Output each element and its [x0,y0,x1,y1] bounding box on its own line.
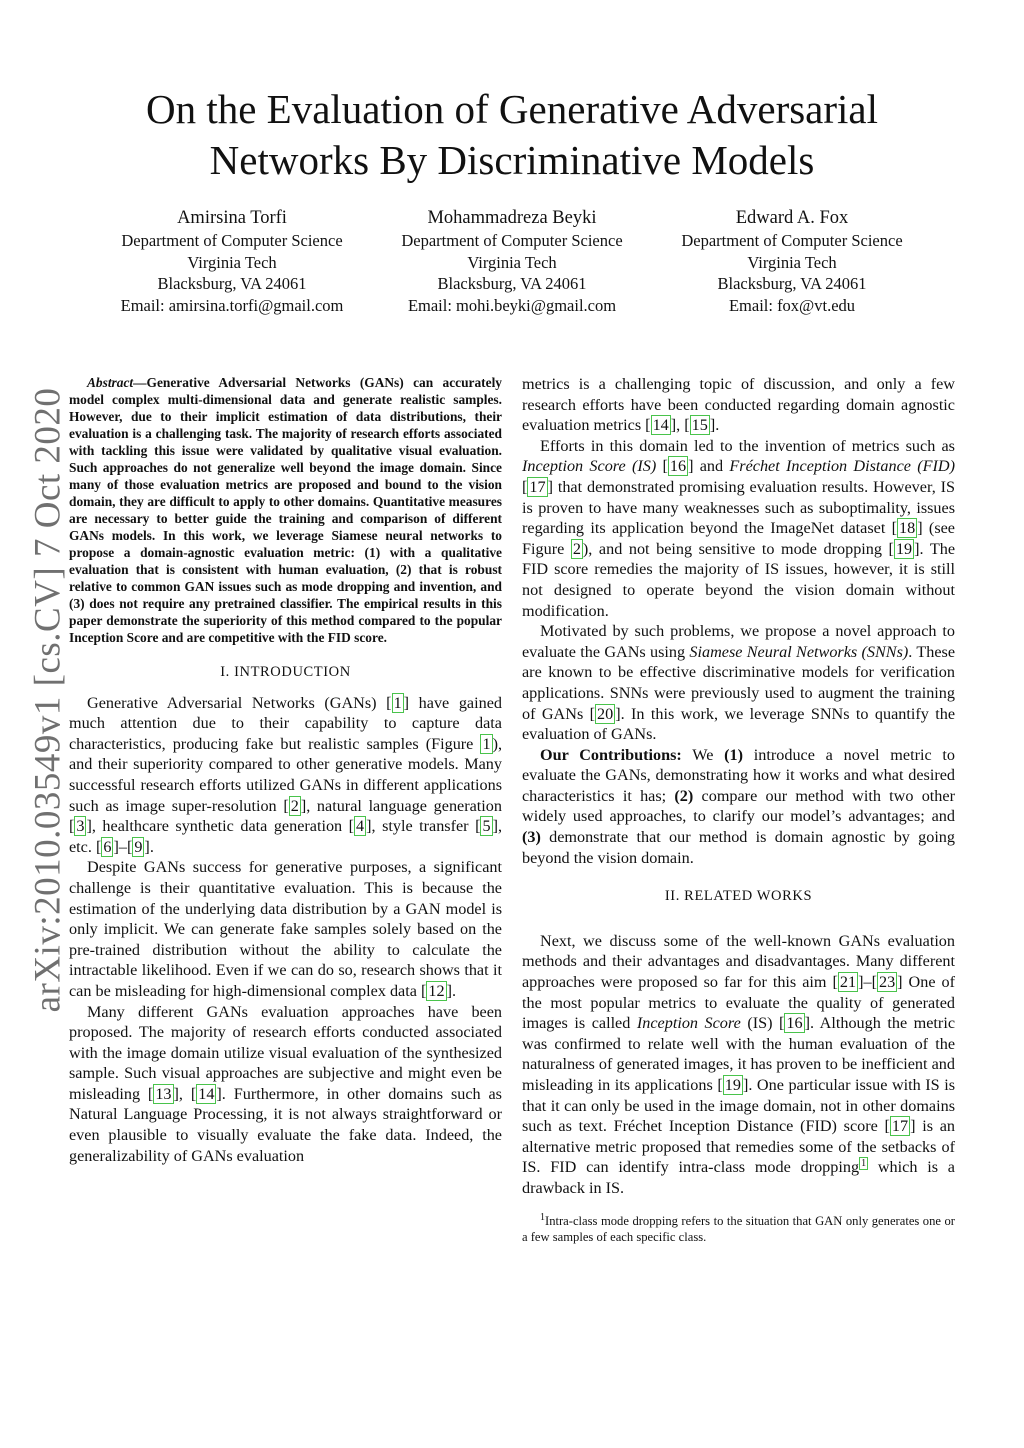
author-name: Edward A. Fox [735,208,849,228]
author-block [372,206,652,316]
footnote-text: Intra-class mode dropping refers to the situation that GAN only generates one or a few samples of each specific class. [522,1213,955,1244]
author-email: Email: mohi.beyki@gmail.com [407,295,617,315]
paragraph: Generative Adversarial Networks (GANs) [ 1 ] have gained much attention due to their capability to capture data characteristics, producing fake but realistic samples (Figure 1 ), and their superiority compared to other generative models. Many successful research efforts utilized GANs in different applications such as image super-resolution [ 2 ], natural language generation [ 3 ], healthcare synthetic data generation [ 4 ], style transfer [ 5 ], etc. [ 6 ]–[ 9 ]. [69,693,502,856]
citation-link[interactable]: 13 [155,1084,172,1103]
right-column [522,374,955,1245]
author-city: Blacksburg, VA 24061 [717,274,867,293]
abstract-label: Abstract [87,375,134,390]
footnote [522,1213,955,1245]
author-block [652,206,932,316]
author-dept: Department of Computer Science [681,231,903,250]
title-line-2: Networks By Discriminative Models [209,137,815,183]
author-name: Mohammadreza Beyki [427,208,597,228]
figure-link[interactable]: 2 [572,539,581,558]
citation-link[interactable]: 5 [482,817,491,836]
author-name: Amirsina Torfi [177,208,287,228]
citation-link[interactable]: 3 [76,817,85,836]
citation-link[interactable]: 6 [103,837,112,856]
citation-link[interactable]: 16 [669,457,687,476]
citation-link[interactable]: 17 [529,477,546,496]
citation-link[interactable]: 21 [839,973,857,992]
paragraph: Next, we discuss some of the well-known GANs evaluation methods and their advantages and disadvantages. Many different approaches were proposed so far for this aim [ 21 ]–[ 23 ] One of the most popular metrics to evaluate the quality of generated images is called Inception Score (IS) [ 16 ]. Although the metric was confirmed to relate well with the human evaluation of the naturalness of generated images, it has proven to be inefficient and misleading in its applications [ 19 ]. One particular issue with IS is that it can only be used in the image domain, not in other domains such as text. Fréchet Inception Distance (FID) score [ 17 ] is an alternative metric proposed that remedies some of the setbacks of IS. FID can identify intra-class mode dropping $^1$ which is a drawback in IS. [522,931,956,1197]
author-inst: Virginia Tech [747,252,837,272]
citation-link[interactable]: 12 [428,981,445,1000]
paper-title [0,84,1024,186]
citation-link[interactable]: 18 [899,519,916,538]
author-inst: Virginia Tech [187,252,277,272]
paragraph: metrics is a challenging topic of discussion, and only a few research efforts have been conducted regarding domain agnostic evaluation metrics [ 14 ], [ 15 ]. [522,375,955,435]
paragraph: Despite GANs success for generative purposes, a significant challenge is their quantitative evaluation. This is because the estimation of the underlying data distribution by a GAN model is only implicit. We can generate fake samples solely based on the pre-trained distribution without the ability to calculate the intractable likelihood. Even if we can do so, research shows that it can be misleading for high-dimensional complex data [ 12 ]. [69,858,502,1000]
abstract [69,374,502,646]
citation-link[interactable]: 19 [724,1076,741,1094]
citation-link[interactable]: 15 [691,416,708,435]
paragraph: Our Contributions: We (1) introduce a novel metric to evaluate the GANs, demonstrating how it works and what desired characteristics it has; (2) compare our method with two other widely used approaches, to clarify our model’s advantages; and (3) demonstrate that our method is domain agnostic by going beyond the vision domain. [522,745,955,867]
section-heading-related-works: II. RELATED WORKS [664,888,813,905]
author-dept: Department of Computer Science [121,231,343,250]
figure-link[interactable]: 1 [482,734,491,753]
author-email: Email: amirsina.torfi@gmail.com [120,295,344,315]
arxiv-watermark: arXiv:2010.03549v1 [cs.CV] 7 Oct 2020 [27,387,69,1013]
author-email: Email: fox@vt.edu [728,295,856,315]
author-inst: Virginia Tech [467,252,557,272]
citation-link[interactable]: 19 [895,539,913,558]
citation-link[interactable]: 23 [878,973,896,992]
citation-link[interactable]: 20 [597,704,614,723]
citation-link[interactable]: 14 [652,416,669,435]
citation-link[interactable]: 9 [134,837,143,856]
paragraph: Efforts in this domain led to the invention of metrics such as Inception Score (IS) [ 16 ] and Fréchet Inception Distance (FID) [ 17 ] that demonstrated promising evaluation results. However, IS is proven to have many weaknesses such as suboptimality, issues regarding its application beyond the ImageNet dataset [ 18 ] (see Figure 2 ), and not being sensitive to mode dropping [ 19 ]. The FID score remedies the majority of IS issues, however, it is still not designed to operate beyond the vision domain without modification. [522,436,955,620]
footnote-link[interactable]: 1 [861,1157,867,1169]
paragraph: Many different GANs evaluation approaches have been proposed. The majority of research efforts conducted associated with the image domain utilize visual evaluation of the synthesized sample. Such visual approaches are subjective and might even be misleading [ 13 ], [ 14 ]. Furthermore, in other domains such as Natural Language Processing, it is not always straightforward or even plausible to visually evaluate the fake data. Indeed, the generalizability of GANs evaluation [69,1002,502,1165]
citation-link[interactable]: 16 [786,1014,803,1033]
title-line-1: On the Evaluation of Generative Adversarial [145,86,879,132]
author-block [92,206,372,316]
author-city: Blacksburg, VA 24061 [157,274,307,293]
paragraph: Motivated by such problems, we propose a novel approach to evaluate the GANs using Siamese Neural Networks (SNNs). These are known to be effective discriminative models for verification applications. SNNs were previously used to augment the training of GANs [ 20 ]. In this work, we leverage SNNs to quantify the evaluation of GANs. [522,622,956,744]
footnote-mark: 1 [540,1211,545,1223]
left-column [69,374,502,1166]
author-dept: Department of Computer Science [401,231,623,250]
abstract-text: —Generative Adversarial Networks (GANs) can accurately model complex multi-dimensional data and generate realistic samples. However, due to their implicit estimation of data distributions, their evaluation is a challenging task. The majority of research efforts associated with tackling this issue were validated by qualitative visual evaluation. Such approaches do not generalize well beyond the image domain. Since many of those evaluation metrics are proposed and bound to the vision domain, they are difficult to apply to other domains. Quantitative measures are necessary to better guide the training and comparison of different GANs models. In this work, we leverage Siamese neural networks to propose a domain-agnostic evaluation metric: (1) with a qualitative evaluation that is consistent with human evaluation, (2) that is robust relative to common GAN issues such as mode dropping and invention, and (3) does not require any pretrained classifier. The empirical results in this paper demonstrate the superiority of this method compared to the popular Inception Score and are competitive with the FID score. [69,375,502,645]
citation-link[interactable]: 14 [198,1084,215,1103]
citation-link[interactable]: 2 [290,796,299,815]
section-heading-introduction: I. INTRODUCTION [220,664,351,680]
citation-link[interactable]: 4 [356,817,365,836]
citation-link[interactable]: 1 [393,693,402,712]
author-city: Blacksburg, VA 24061 [437,274,587,293]
citation-link[interactable]: 17 [891,1117,909,1136]
